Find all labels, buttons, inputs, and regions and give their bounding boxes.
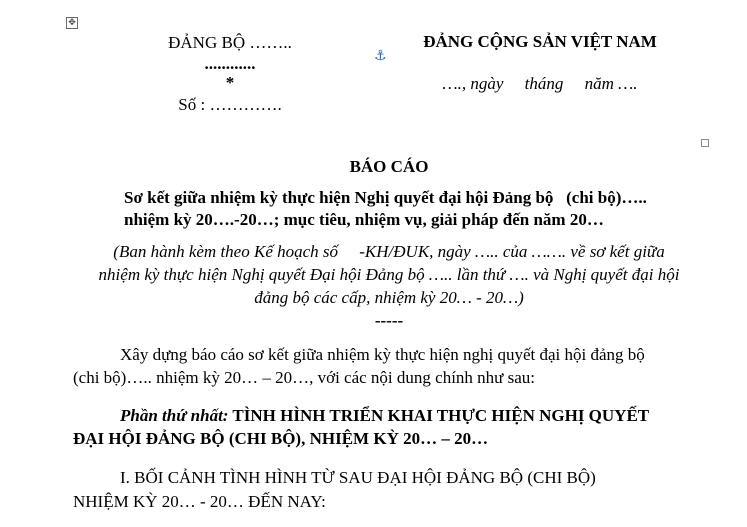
part-one-heading bbox=[120, 406, 649, 426]
document-number: Số : …………. bbox=[178, 95, 282, 114]
part-label: Phần thứ nhất: bbox=[120, 406, 229, 425]
note-line1: (Ban hành kèm theo Kế hoạch số -KH/ĐUK, ngày ….. của ……. về sơ kết giữa bbox=[113, 242, 665, 261]
date-line: …., ngày tháng năm …. bbox=[442, 74, 638, 93]
part-title-line1: TÌNH HÌNH TRIỂN KHAI THỰC HIỆN NGHỊ QUYẾT bbox=[232, 406, 650, 425]
header-star: * bbox=[225, 73, 235, 92]
separator: ----- bbox=[374, 311, 404, 330]
party-name: ĐẢNG CỘNG SẢN VIỆT NAM bbox=[423, 32, 657, 51]
intro-paragraph-line1: Xây dựng báo cáo sơ kết giữa nhiệm kỳ thực hiện nghị quyết đại hội đảng bộ bbox=[120, 345, 645, 364]
note-line3: đảng bộ các cấp, nhiệm kỳ 20… - 20…) bbox=[254, 288, 524, 307]
anchor-icon: ⚓ bbox=[374, 48, 387, 64]
part-title-line2: ĐẠI HỘI ĐẢNG BỘ (CHI BỘ), NHIỆM KỲ 20… – 20… bbox=[73, 429, 489, 448]
committee-dots: ............ bbox=[204, 54, 256, 73]
note-line2: nhiệm kỳ thực hiện Nghị quyết Đại hội Đảng bộ ….. lần thứ …. và Nghị quyết đại hội bbox=[98, 265, 680, 284]
section-one-heading-line2: NHIỆM KỲ 20… - 20… ĐẾN NAY: bbox=[73, 492, 326, 511]
party-committee-label: ĐẢNG BỘ …….. bbox=[168, 33, 292, 52]
report-subtitle-line2: nhiệm kỳ 20….-20…; mục tiêu, nhiệm vụ, giải pháp đến năm 20… bbox=[124, 210, 604, 229]
report-subtitle-line1: Sơ kết giữa nhiệm kỳ thực hiện Nghị quyết đại hội Đảng bộ (chi bộ)….. bbox=[124, 188, 647, 207]
table-resize-handle[interactable] bbox=[701, 139, 709, 147]
section-one-heading-line1: I. BỐI CẢNH TÌNH HÌNH TỪ SAU ĐẠI HỘI ĐẢNG BỘ (CHI BỘ) bbox=[120, 468, 596, 487]
intro-paragraph-line2: (chi bộ)….. nhiệm kỳ 20… – 20…, với các nội dung chính như sau: bbox=[73, 368, 536, 387]
report-title: BÁO CÁO bbox=[349, 157, 429, 176]
table-move-handle[interactable]: ✥ bbox=[66, 17, 78, 29]
